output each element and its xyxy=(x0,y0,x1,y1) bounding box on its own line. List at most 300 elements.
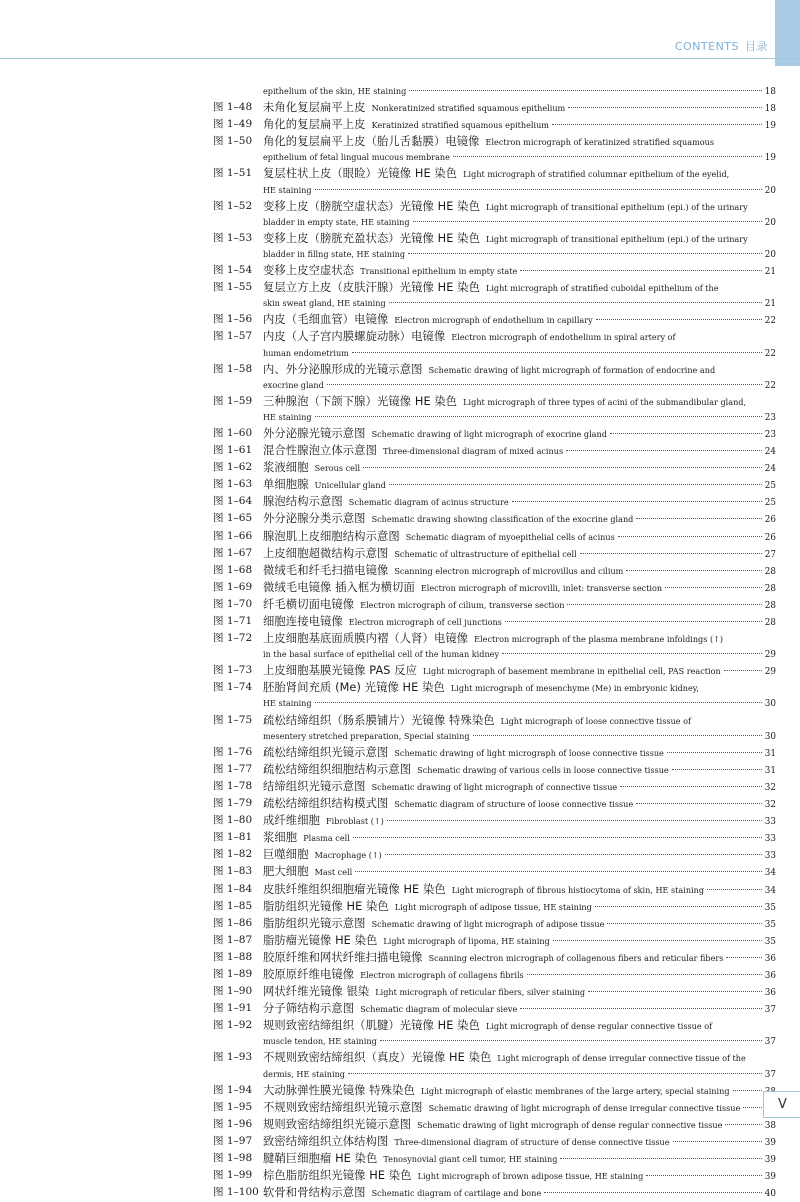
figure-title-en: Light micrograph of lipoma, HE staining xyxy=(383,935,550,946)
leader-dots xyxy=(665,587,762,588)
toc-entry[interactable] xyxy=(213,1134,776,1151)
figure-title-cn: 浆细胞 xyxy=(263,831,298,845)
header-divider xyxy=(0,58,800,59)
leader-dots xyxy=(566,450,762,451)
figure-title-en: Light micrograph of adipose tissue, HE staining xyxy=(394,901,592,912)
toc-entry[interactable] xyxy=(213,117,776,134)
page-ref: 20 xyxy=(764,249,776,260)
figure-title-en-cont: muscle tendon, HE staining xyxy=(263,1036,377,1047)
figure-title-en-cont: skin sweat gland, HE staining xyxy=(263,298,386,309)
figure-title-en-cont: bladder in empty state, HE staining xyxy=(263,216,410,227)
toc-entry[interactable] xyxy=(213,362,776,394)
leader-dots xyxy=(618,536,762,537)
figure-title-en: Three-dimensional diagram of mixed acinus xyxy=(382,446,564,457)
figure-title-cn: 脂肪组织光镜示意图 xyxy=(263,916,366,930)
toc-entry[interactable] xyxy=(213,950,776,967)
toc-entry[interactable] xyxy=(213,263,776,280)
page-ref: 22 xyxy=(764,316,776,327)
leader-dots xyxy=(413,221,762,222)
figure-title-en: Light micrograph of basement membrane in epithelial cell, PAS reaction xyxy=(423,666,721,677)
figure-title-en: Electron micrograph of cell junctions xyxy=(348,617,502,627)
toc-entry[interactable] xyxy=(213,494,776,511)
toc-entry[interactable] xyxy=(213,663,776,680)
figure-title-en: Light micrograph of fibrous histiocytoma of skin, HE staining xyxy=(451,884,705,895)
figure-number: 图 1–72 xyxy=(213,632,253,645)
toc-entry[interactable] xyxy=(213,460,776,477)
figure-title-en-cont: dermis, HE staining xyxy=(263,1068,345,1079)
figure-title-en: Macrophage (↑) xyxy=(314,850,382,861)
figure-title-en: Schematic drawing showing classification of the exocrine gland xyxy=(371,514,634,525)
figure-title-cn: 微绒毛和纤毛扫描电镜像 xyxy=(263,563,389,577)
toc-entry[interactable] xyxy=(213,713,776,745)
leader-dots xyxy=(327,384,762,385)
figure-number: 图 1–83 xyxy=(213,865,253,878)
leader-dots xyxy=(315,702,762,703)
figure-title-cn: 成纤维细胞 xyxy=(263,814,320,828)
toc-entry[interactable] xyxy=(213,830,776,847)
figure-title-en: Schematic drawing of light micrograph of exocrine gland xyxy=(371,428,607,439)
figure-title-cn: 腱鞘巨细胞瘤 HE 染色 xyxy=(263,1152,378,1165)
figure-title-cn: 复层立方上皮（皮肤汗腺）光镜像 HE 染色 xyxy=(263,281,480,295)
figure-title-cn: 微绒毛电镜像 插入框为横切面 xyxy=(263,580,415,594)
toc-entry[interactable] xyxy=(213,680,776,712)
page-ref: 26 xyxy=(764,532,776,543)
leader-dots xyxy=(596,319,762,320)
figure-title-en: Schematic drawing of light micrograph of loose connective tissue xyxy=(394,747,664,758)
page-ref: 20 xyxy=(764,217,776,228)
leader-dots xyxy=(544,1192,762,1193)
figure-title-en: Scanning electron micrograph of collagenous fibers and reticular fibers xyxy=(428,952,724,963)
page-ref: 18 xyxy=(764,104,776,115)
figure-title-cn: 内、外分泌腺形成的光镜示意图 xyxy=(263,362,423,376)
figure-title-en: Electron micrograph of endothelium in capillary xyxy=(394,315,593,326)
toc-entry[interactable] xyxy=(213,100,776,117)
toc-entry[interactable] xyxy=(213,231,776,263)
page-ref: 22 xyxy=(764,348,776,359)
page-ref: 24 xyxy=(764,464,776,475)
figure-number: 图 1–94 xyxy=(213,1083,253,1096)
toc-entry[interactable] xyxy=(213,1185,776,1202)
toc-entry[interactable] xyxy=(213,916,776,933)
toc-entry[interactable] xyxy=(213,614,776,631)
figure-title-cn: 单细胞腺 xyxy=(263,478,309,492)
leader-dots xyxy=(607,923,761,924)
figure-number: 图 1–79 xyxy=(213,797,253,810)
leader-dots xyxy=(348,1073,762,1074)
figure-number: 图 1–82 xyxy=(213,848,253,861)
figure-title-en: Light micrograph of reticular fibers, silver staining xyxy=(375,987,586,998)
page-ref: 31 xyxy=(764,748,776,759)
page-ref: 39 xyxy=(764,1155,776,1165)
page-ref: 26 xyxy=(764,515,776,526)
leader-dots xyxy=(502,653,762,654)
leader-dots xyxy=(355,871,762,872)
figure-number: 图 1–70 xyxy=(213,597,253,610)
leader-dots xyxy=(620,786,762,787)
figure-title-en: Light micrograph of dense irregular connective tissue of the xyxy=(497,1053,746,1064)
toc-continuation xyxy=(213,84,776,100)
page-ref: 28 xyxy=(764,566,776,577)
figure-number: 图 1–49 xyxy=(213,118,253,131)
figure-number: 图 1–97 xyxy=(213,1134,253,1147)
figure-title-cn: 变移上皮（膀胱充盈状态）光镜像 HE 染色 xyxy=(263,231,480,245)
figure-title-cn: 疏松结缔组织细胞结构示意图 xyxy=(263,762,412,776)
figure-number: 图 1–84 xyxy=(213,882,253,895)
figure-title-en: Light micrograph of mesenchyme (Me) in embryonic kidney, xyxy=(450,683,699,694)
page-ref: 32 xyxy=(764,782,776,793)
page-ref: 25 xyxy=(764,498,776,509)
page-ref: 34 xyxy=(764,885,776,896)
toc-entry[interactable] xyxy=(213,166,776,198)
figure-number: 图 1–76 xyxy=(213,745,253,758)
toc-entry[interactable] xyxy=(213,511,776,528)
figure-number: 图 1–55 xyxy=(213,281,253,294)
toc-entry[interactable] xyxy=(213,563,776,580)
leader-dots xyxy=(553,940,762,941)
leader-dots xyxy=(595,906,762,907)
figure-title-en-cont: epithelium of fetal lingual mucous membrane xyxy=(263,152,450,163)
toc-entry[interactable] xyxy=(213,580,776,597)
figure-title-cn: 混合性腺泡立体示意图 xyxy=(263,444,377,458)
leader-dots xyxy=(726,957,761,958)
page-ref: 28 xyxy=(764,618,776,628)
figure-title-cn: 胶原原纤维电镜像 xyxy=(263,967,355,981)
page-ref: 35 xyxy=(764,936,776,947)
figure-title-cn: 巨噬细胞 xyxy=(263,848,309,862)
figure-title-cn: 肥大细胞 xyxy=(263,865,309,879)
figure-title-en-cont: bladder in fillng state, HE staining xyxy=(263,248,406,259)
table-of-contents xyxy=(213,84,776,1202)
toc-entry[interactable] xyxy=(213,882,776,899)
figure-number: 图 1–66 xyxy=(213,529,253,542)
figure-number: 图 1–64 xyxy=(213,495,253,508)
figure-title-cn: 变移上皮（膀胱空虚状态）光镜像 HE 染色 xyxy=(263,199,480,213)
figure-title-en: Light micrograph of transitional epithelium (epi.) of the urinary xyxy=(485,233,748,244)
toc-entry[interactable] xyxy=(213,967,776,984)
figure-title-cn: 三种腺泡（下颌下腺）光镜像 HE 染色 xyxy=(263,394,458,408)
leader-dots xyxy=(363,467,762,468)
leader-dots xyxy=(743,1107,762,1108)
toc-entry[interactable] xyxy=(213,329,776,361)
figure-number: 图 1–99 xyxy=(213,1169,253,1182)
page-ref: 36 xyxy=(764,970,776,981)
page-ref: 35 xyxy=(764,919,776,930)
page-header xyxy=(675,38,768,54)
toc-entry[interactable] xyxy=(213,899,776,916)
page-ref: 33 xyxy=(764,851,776,862)
header-contents-en: CONTENTS xyxy=(674,40,739,53)
figure-number: 图 1–57 xyxy=(213,330,253,343)
toc-entry[interactable] xyxy=(213,529,776,546)
figure-title-en: Light micrograph of elastic membranes of the large artery, special staining xyxy=(420,1085,730,1096)
toc-entry[interactable] xyxy=(213,864,776,881)
figure-number: 图 1–96 xyxy=(213,1117,253,1130)
figure-title-en: Keratinized stratified squamous epithelium xyxy=(371,120,549,131)
leader-dots xyxy=(409,90,762,91)
figure-title-cn: 角化的复层扁平上皮 xyxy=(263,118,366,132)
toc-entry[interactable] xyxy=(213,984,776,1001)
toc-entry[interactable] xyxy=(213,631,776,663)
toc-entry[interactable] xyxy=(213,1100,776,1117)
page-ref: 22 xyxy=(764,380,776,391)
page-ref: 36 xyxy=(764,953,776,964)
toc-entry[interactable] xyxy=(213,1117,776,1134)
figure-title-cn: 上皮细胞基底面质膜内褶（人肾）电镜像 xyxy=(263,632,469,646)
figure-title-en-cont: HE staining xyxy=(263,184,312,195)
toc-entry[interactable] xyxy=(213,1083,776,1100)
figure-title-en: Electron micrograph of the plasma membrane infoldings (↑) xyxy=(474,634,724,645)
toc-entry[interactable] xyxy=(213,762,776,779)
toc-entry[interactable] xyxy=(213,847,776,864)
page-ref: 23 xyxy=(764,429,776,440)
figure-title-cn: 变移上皮空虚状态 xyxy=(263,264,355,278)
figure-title-en: Light micrograph of stratified columnar epithelium of the eyelid, xyxy=(463,169,730,180)
page-ref: 21 xyxy=(764,299,776,310)
leader-dots xyxy=(672,769,762,770)
figure-number: 图 1–48 xyxy=(213,101,253,114)
page-ref: 25 xyxy=(764,481,776,492)
figure-title-cn: 不规则致密结缔组织光镜示意图 xyxy=(263,1100,423,1114)
page-ref: 24 xyxy=(764,447,776,458)
page-ref: 38 xyxy=(764,1120,776,1131)
toc-entry[interactable] xyxy=(213,813,776,830)
figure-title-en: Three-dimensional diagram of structure of dense connective tissue xyxy=(394,1136,670,1147)
figure-title-cn: 疏松结缔组织光镜示意图 xyxy=(263,745,389,759)
figure-title-cn: 网状纤维光镜像 银染 xyxy=(263,985,370,999)
figure-number: 图 1–67 xyxy=(213,546,253,559)
figure-number: 图 1–80 xyxy=(213,814,253,827)
leader-dots xyxy=(505,621,762,622)
toc-entry[interactable] xyxy=(213,1168,776,1185)
leader-dots xyxy=(385,854,762,855)
leader-dots xyxy=(707,889,762,890)
page-number: V xyxy=(763,1091,800,1118)
figure-title-cn: 浆液细胞 xyxy=(263,461,309,475)
figure-title-en-cont: mesentery stretched preparation, Special staining xyxy=(263,730,470,741)
leader-dots xyxy=(568,107,762,108)
figure-title-cn: 复层柱状上皮（眼睑）光镜像 HE 染色 xyxy=(263,167,458,181)
toc-entry[interactable] xyxy=(213,134,776,166)
page-ref: 39 xyxy=(764,1137,776,1148)
leader-dots xyxy=(389,302,762,303)
figure-number: 图 1–68 xyxy=(213,563,253,576)
page-ref: 39 xyxy=(764,1172,776,1183)
figure-number: 图 1–78 xyxy=(213,779,253,792)
leader-dots xyxy=(667,752,762,753)
figure-number: 图 1–69 xyxy=(213,580,253,593)
page-ref: 31 xyxy=(764,765,776,776)
figure-title-en: Schematic diagram of myoepithelial cells of acinus xyxy=(405,531,615,542)
leader-dots xyxy=(473,735,762,736)
figure-title-en: Electron micrograph of endothelium in spiral artery of xyxy=(451,332,676,343)
toc-entry[interactable] xyxy=(213,796,776,813)
figure-number: 图 1–73 xyxy=(213,664,253,677)
toc-entry[interactable] xyxy=(213,1001,776,1018)
figure-number: 图 1–75 xyxy=(213,713,253,726)
figure-title-en: Electron micrograph of collagens fibrils xyxy=(360,969,524,980)
toc-entry[interactable] xyxy=(213,443,776,460)
leader-dots xyxy=(646,1175,762,1176)
figure-number: 图 1–56 xyxy=(213,313,253,326)
figure-number: 图 1–88 xyxy=(213,950,253,963)
page-ref: 37 xyxy=(764,1037,776,1048)
toc-entry[interactable] xyxy=(213,1151,776,1168)
figure-number: 图 1–61 xyxy=(213,444,253,457)
figure-number: 图 1–58 xyxy=(213,362,253,375)
toc-entry[interactable] xyxy=(213,745,776,762)
figure-title-cn: 内皮（毛细血管）电镜像 xyxy=(263,313,389,327)
figure-title-en-cont: human endometrium xyxy=(263,347,349,358)
figure-number: 图 1–62 xyxy=(213,461,253,474)
toc-entry[interactable] xyxy=(213,280,776,312)
toc-entry[interactable] xyxy=(213,1018,776,1050)
figure-title-en: Plasma cell xyxy=(303,833,350,844)
leader-dots xyxy=(724,670,762,671)
leader-dots xyxy=(725,1124,761,1125)
figure-title-en: Schematic drawing of light micrograph of connective tissue xyxy=(371,781,618,792)
figure-title-en: Light micrograph of loose connective tissue of xyxy=(500,715,692,726)
page-ref: 23 xyxy=(764,412,776,423)
figure-title-en: Serous cell xyxy=(314,463,361,474)
page-ref: 28 xyxy=(764,600,776,611)
figure-number: 图 1–92 xyxy=(213,1019,253,1032)
leader-dots xyxy=(588,991,762,992)
figure-title-en-cont: in the basal surface of epithelial cell of the human kidney xyxy=(263,649,500,660)
leader-dots xyxy=(580,553,762,554)
figure-title-en: Schematic diagram of molecular sieve xyxy=(360,1004,518,1015)
figure-number: 图 1–100 xyxy=(213,1186,259,1199)
figure-title-cn: 腺泡结构示意图 xyxy=(263,495,343,509)
figure-title-cn: 分子筛结构示意图 xyxy=(263,1002,355,1016)
figure-title-en: Schematic diagram of structure of loose connective tissue xyxy=(394,799,634,810)
figure-title-cn: 脂肪瘤光镜像 HE 染色 xyxy=(263,933,378,947)
page-ref: 32 xyxy=(764,800,776,811)
leader-dots xyxy=(389,484,762,485)
figure-title-cn: 棕色脂肪组织光镜像 HE 染色 xyxy=(263,1169,412,1183)
figure-title-cn: 外分泌腺光镜示意图 xyxy=(263,426,366,440)
side-tab xyxy=(775,0,800,66)
leader-dots xyxy=(560,1158,761,1159)
figure-title-cn: 胚胎肾间充质 (Me) 光镜像 HE 染色 xyxy=(263,681,445,695)
page-ref: 19 xyxy=(764,121,776,132)
toc-entry[interactable] xyxy=(213,199,776,231)
figure-number: 图 1–63 xyxy=(213,478,253,491)
toc-entry[interactable] xyxy=(213,394,776,426)
figure-title-en-cont: HE staining xyxy=(263,411,312,422)
figure-number: 图 1–51 xyxy=(213,167,253,180)
figure-title-cn: 外分泌腺分类示意图 xyxy=(263,512,366,526)
page-ref: 19 xyxy=(764,153,776,164)
page-ref: 34 xyxy=(764,868,776,879)
toc-entry[interactable] xyxy=(213,546,776,563)
page-ref: 21 xyxy=(764,267,776,278)
figure-title-cn: 皮肤纤维组织细胞瘤光镜像 HE 染色 xyxy=(263,882,446,896)
figure-number: 图 1–60 xyxy=(213,426,253,439)
figure-number: 图 1–77 xyxy=(213,762,253,775)
figure-title-cn: 内皮（人子宫内膜螺旋动脉）电镜像 xyxy=(263,330,446,344)
page-ref: 33 xyxy=(764,817,776,828)
toc-entry[interactable] xyxy=(213,1050,776,1082)
figure-title-en: Electron micrograph of cilium, transverse section xyxy=(360,599,565,610)
figure-title-en: Light micrograph of stratified cuboidal epithelium of the xyxy=(485,283,719,294)
page-ref: 30 xyxy=(764,731,776,742)
toc-entry[interactable] xyxy=(213,779,776,796)
leader-dots xyxy=(315,189,762,190)
leader-dots xyxy=(733,1090,762,1091)
page-ref: 33 xyxy=(764,834,776,845)
figure-title-cn: 腺泡肌上皮细胞结构示意图 xyxy=(263,529,400,543)
figure-title-en: Light micrograph of dense regular connective tissue of xyxy=(485,1021,713,1032)
leader-dots xyxy=(315,416,762,417)
figure-title-cn: 软骨和骨结构示意图 xyxy=(263,1186,366,1200)
figure-title-en: Transitional epithelium in empty state xyxy=(360,266,518,277)
leader-dots xyxy=(352,352,762,353)
leader-dots xyxy=(636,518,761,519)
leader-dots xyxy=(520,1008,762,1009)
page-ref: 20 xyxy=(764,185,776,196)
leader-dots xyxy=(527,974,762,975)
figure-title-en: Fibroblast (↑) xyxy=(326,816,384,827)
figure-title-cn: 规则致密结缔组织（肌腱）光镜像 HE 染色 xyxy=(263,1019,480,1033)
figure-number: 图 1–52 xyxy=(213,199,253,212)
figure-number: 图 1–71 xyxy=(213,615,253,627)
figure-number: 图 1–93 xyxy=(213,1051,253,1064)
figure-title-en-cont: HE staining xyxy=(263,698,312,709)
figure-title-en: Light micrograph of transitional epithelium (epi.) of the urinary xyxy=(485,201,748,212)
figure-title-en: Mast cell xyxy=(314,867,353,878)
figure-number: 图 1–65 xyxy=(213,512,253,525)
toc-entry[interactable] xyxy=(213,312,776,329)
figure-title-en: Schematic drawing of light micrograph of dense regular connective tissue xyxy=(417,1119,723,1130)
toc-entry[interactable] xyxy=(213,477,776,494)
leader-dots xyxy=(408,253,762,254)
figure-number: 图 1–50 xyxy=(213,135,253,148)
figure-number: 图 1–81 xyxy=(213,831,253,844)
page-ref: 29 xyxy=(764,650,776,661)
leader-dots xyxy=(387,820,762,821)
page-ref: 36 xyxy=(764,988,776,999)
toc-entry[interactable] xyxy=(213,426,776,443)
leader-dots xyxy=(353,837,762,838)
figure-title-en: Schematic drawing of light micrograph of adipose tissue xyxy=(371,918,605,929)
figure-number: 图 1–85 xyxy=(213,899,253,912)
page-ref: 40 xyxy=(764,1189,776,1200)
leader-dots xyxy=(636,803,762,804)
figure-title-cn: 结缔组织光镜示意图 xyxy=(263,779,366,793)
figure-title-cn: 上皮细胞超微结构示意图 xyxy=(263,546,389,560)
figure-title-cn: 胶原纤维和网状纤维扫描电镜像 xyxy=(263,950,423,964)
leader-dots xyxy=(453,156,762,157)
figure-number: 图 1–95 xyxy=(213,1100,253,1113)
figure-title-cn: 角化的复层扁平上皮（胎儿舌黏膜）电镜像 xyxy=(263,135,480,149)
toc-entry[interactable] xyxy=(213,597,776,614)
figure-number xyxy=(213,84,263,100)
page-ref: 29 xyxy=(764,667,776,678)
page-ref: 37 xyxy=(764,1005,776,1016)
toc-entry[interactable] xyxy=(213,933,776,950)
header-contents-cn: 目录 xyxy=(745,40,768,53)
figure-number: 图 1–89 xyxy=(213,967,253,980)
figure-number: 图 1–74 xyxy=(213,681,253,694)
figure-title-cn: 细胞连接电镜像 xyxy=(263,615,343,628)
figure-number: 图 1–87 xyxy=(213,933,253,946)
figure-title-cn: 未角化复层扁平上皮 xyxy=(263,101,366,115)
page-ref: 27 xyxy=(764,549,776,560)
figure-number: 图 1–91 xyxy=(213,1002,253,1015)
figure-title-cn: 疏松结缔组织结构模式图 xyxy=(263,797,389,811)
figure-number: 图 1–54 xyxy=(213,264,253,277)
figure-title-en: Schematic drawing of light micrograph of dense irregular connective tissue xyxy=(428,1102,741,1113)
